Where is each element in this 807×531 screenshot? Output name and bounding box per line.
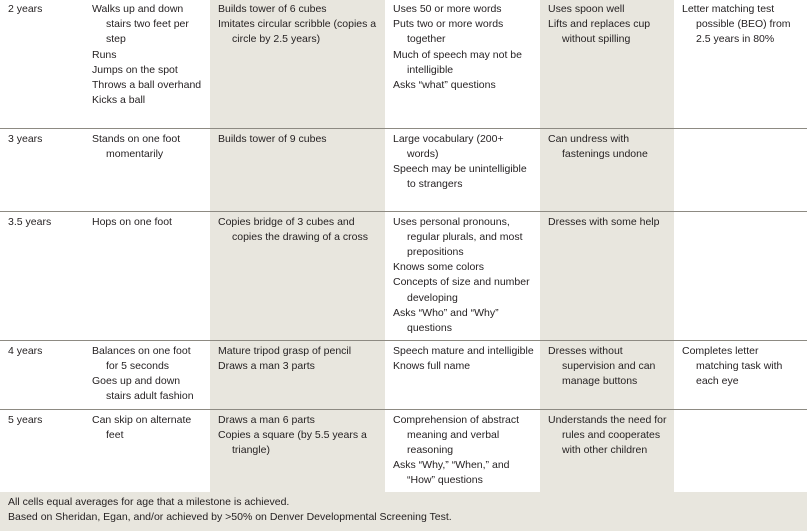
milestone-item: Knows full name: [393, 359, 471, 372]
age-label: 3 years: [8, 132, 43, 145]
vision-cell: [674, 0, 807, 128]
milestone-item: Walks up and down stairs two feet per step: [92, 3, 189, 46]
age-cell: [0, 128, 84, 211]
milestone-item: Asks “Who” and “Why” questions: [393, 306, 499, 334]
milestone-item: Imitates circular scribble (copies a circle by 2.5 years): [218, 18, 377, 46]
age-cell: [0, 409, 84, 492]
fine-motor-cell: [210, 340, 385, 409]
speech-language-cell: [385, 0, 540, 128]
fine-motor-cell: [210, 409, 385, 492]
social-self-care-cell: [540, 0, 674, 128]
social-self-care-cell: [540, 128, 674, 211]
milestone-item: Hops on one foot: [92, 215, 172, 228]
milestone-item: Copies a square (by 5.5 years a triangle): [218, 428, 367, 456]
milestone-item: Jumps on the spot: [92, 63, 178, 76]
milestone-item: Understands the need for rules and cooperates with other children: [548, 413, 667, 456]
footnote-averages: All cells equal averages for age that a milestone is achieved.: [8, 496, 290, 508]
milestone-item: Uses spoon well: [548, 3, 625, 15]
milestone-item: Copies bridge of 3 cubes and copies the drawing of a cross: [218, 215, 368, 243]
milestone-item: Concepts of size and number developing: [393, 276, 530, 304]
social-self-care-cell: [540, 340, 674, 409]
fine-motor-cell: [210, 0, 385, 128]
milestone-item: Comprehension of abstract meaning and verbal reasoning: [393, 413, 520, 456]
milestone-item: Draws a man 3 parts: [218, 359, 315, 372]
milestone-item: Large vocabulary (200+ words): [393, 132, 504, 160]
milestone-item: Uses 50 or more words: [393, 3, 502, 15]
milestone-item: Speech mature and intelligible: [393, 344, 534, 357]
milestone-item: Completes letter matching task with each eye: [682, 344, 783, 387]
fine-motor-cell: [210, 128, 385, 211]
table-row: [0, 211, 807, 340]
vision-cell: [674, 409, 807, 492]
milestone-item: Puts two or more words together: [393, 18, 504, 46]
milestone-item: Can undress with fastenings undone: [548, 132, 648, 160]
milestone-item: Mature tripod grasp of pencil: [218, 344, 352, 357]
age-label: 5 years: [8, 413, 43, 426]
table-row: [0, 409, 807, 492]
social-self-care-cell: [540, 211, 674, 340]
speech-language-cell: [385, 211, 540, 340]
vision-cell: [674, 340, 807, 409]
fine-motor-cell: [210, 211, 385, 340]
gross-motor-cell: [84, 211, 210, 340]
table-row: [0, 128, 807, 211]
milestone-item: Speech may be unintelligible to strangers: [393, 162, 527, 191]
age-label: 3.5 years: [8, 215, 52, 228]
social-self-care-cell: [540, 409, 674, 492]
age-cell: [0, 340, 84, 409]
milestone-item: Draws a man 6 parts: [218, 413, 315, 426]
milestone-item: Knows some colors: [393, 261, 485, 274]
gross-motor-cell: [84, 128, 210, 211]
milestone-item: Stands on one foot momentarily: [92, 132, 181, 160]
milestone-item: Dresses with some help: [548, 215, 660, 228]
milestone-item: Runs: [92, 48, 117, 61]
speech-language-cell: [385, 409, 540, 492]
milestone-item: Lifts and replaces cup without spilling: [548, 18, 651, 46]
vision-cell: [674, 128, 807, 211]
milestone-item: Letter matching test possible (BEO) from 2.5 years in 80%: [682, 3, 791, 46]
milestone-item: Builds tower of 9 cubes: [218, 132, 327, 145]
milestone-item: Kicks a ball: [92, 94, 146, 107]
milestone-item: Dresses without supervision and can manage buttons: [548, 344, 656, 387]
vision-cell: [674, 211, 807, 340]
milestone-item: Can skip on alternate feet: [92, 413, 192, 441]
table-row: [0, 340, 807, 409]
milestone-item: Goes up and down stairs adult fashion: [92, 374, 194, 403]
age-label: 4 years: [8, 344, 43, 357]
milestone-item: Throws a ball overhand: [92, 79, 202, 92]
table-row: [0, 0, 807, 128]
age-label: 2 years: [8, 3, 43, 15]
speech-language-cell: [385, 340, 540, 409]
gross-motor-cell: [84, 340, 210, 409]
speech-language-cell: [385, 128, 540, 211]
gross-motor-cell: [84, 0, 210, 128]
age-cell: [0, 211, 84, 340]
milestone-item: Uses personal pronouns, regular plurals, and most prepositions: [393, 215, 523, 258]
milestone-item: Much of speech may not be intelligible: [393, 48, 522, 76]
age-cell: [0, 0, 84, 128]
gross-motor-cell: [84, 409, 210, 492]
milestone-item: Builds tower of 6 cubes: [218, 3, 327, 15]
footnote-sources: Based on Sheridan, Egan, and/or achieved by >50% on Denver Developmental Screening Test.: [8, 511, 452, 523]
milestone-item: Balances on one foot for 5 seconds: [92, 344, 191, 372]
milestone-item: Asks “what” questions: [393, 79, 496, 92]
table-footnotes: [0, 492, 807, 531]
milestone-item: Asks “Why,” “When,” and “How” questions: [393, 459, 510, 487]
